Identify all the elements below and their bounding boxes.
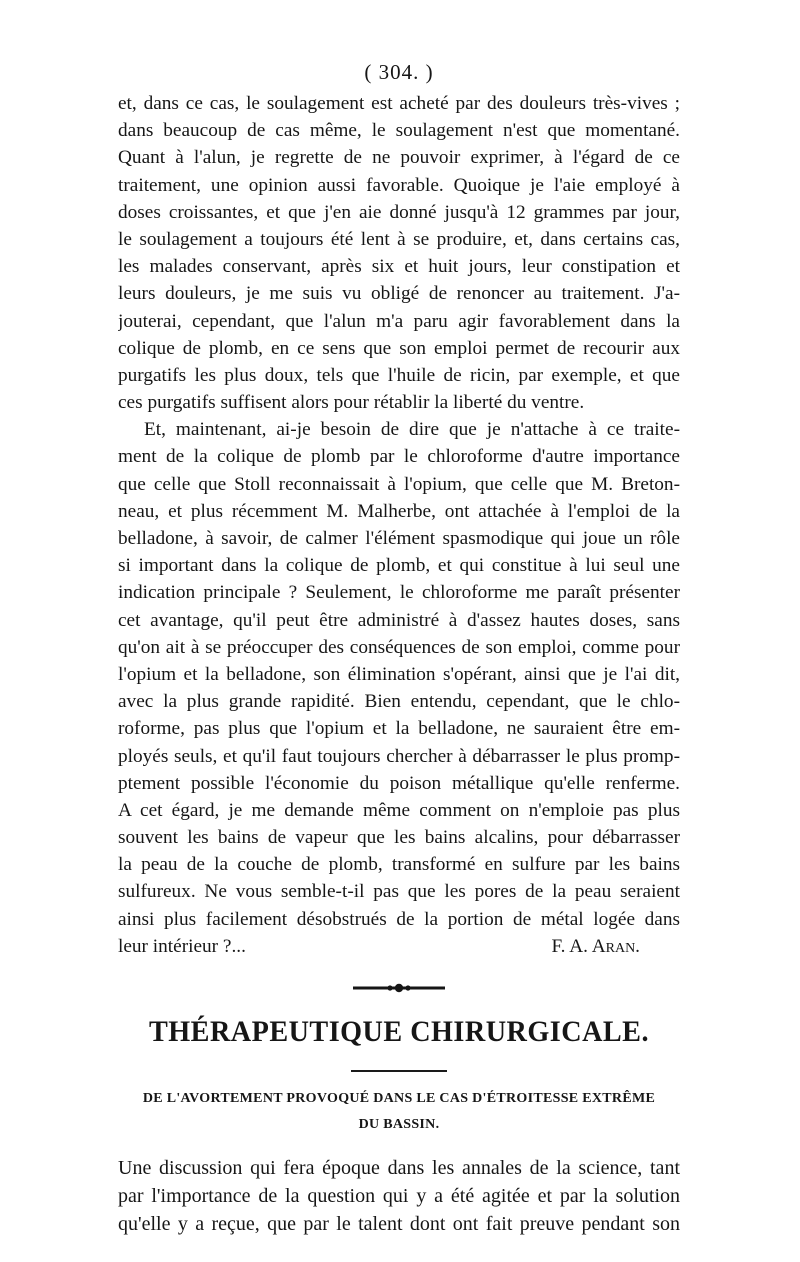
title-divider — [351, 1070, 447, 1072]
page-number: ( 304. ) — [364, 60, 434, 84]
text-line: purgatifs les plus doux, tels que l'huile de ricin, par exemple, et que — [118, 364, 680, 386]
text-line: neau, et plus récemment M. Malherbe, ont attachée à l'emploi de la — [118, 500, 680, 522]
text-line: ptement possible l'économie du poison métallique qu'elle renferme. — [118, 772, 680, 794]
article-body — [118, 1154, 680, 1238]
text-line: la peau de la couche de plomb, transformé en sulfure par les bains — [118, 854, 680, 876]
closing-line — [118, 933, 680, 960]
paragraph-1 — [118, 90, 680, 416]
text-line: qu'elle y a reçue, que par le talent dont ont fait preuve pendant son — [118, 1213, 680, 1235]
paragraph-2 — [118, 416, 680, 960]
closing-text: leur intérieur ?... — [118, 935, 246, 957]
text-line: l'opium et la belladone, son élimination s'opérant, ainsi que je l'ai dit, — [118, 663, 680, 685]
text-line: si important dans la colique de plomb, et qui constitue à lui seul une — [118, 555, 680, 577]
text-line: ployés seuls, et qu'il faut toujours chercher à débarrasser le plus promp- — [118, 745, 680, 767]
article-title-line: DE L'AVORTEMENT PROVOQUÉ DANS LE CAS D'ÉTROITESSE EXTRÊME — [142, 1091, 656, 1106]
text-line: jouterai, cependant, que l'alun m'a paru agir favorablement dans la — [118, 310, 680, 332]
text-line: qu'on ait à se préoccuper des conséquences de son emploi, comme pour — [118, 636, 680, 658]
text-line: traitement, une opinion aussi favorable. Quoique je l'aie employé à — [118, 174, 680, 196]
article-title-line: DU BASSIN. — [358, 1117, 440, 1132]
text-line: doses croissantes, et que j'en aie donné jusqu'à 12 grammes par jour, — [118, 201, 680, 223]
text-line: indication principale ? Seulement, le chloroforme me paraît présenter — [118, 582, 680, 604]
section-title: THÉRAPEUTIQUE CHIRURGICALE. — [148, 1015, 649, 1048]
text-line: A cet égard, je me demande même comment on n'emploie pas plus — [118, 799, 680, 821]
text-line: belladone, à savoir, de calmer l'élément spasmodique qui joue un rôle — [118, 528, 680, 549]
text-line: le soulagement a toujours été lent à se produire, et, dans certains cas, — [118, 228, 680, 250]
text-line: avec la plus grande rapidité. Bien entendu, cependant, que le chlo- — [118, 691, 680, 713]
text-line: et, dans ce cas, le soulagement est acheté par des douleurs très-vives ; — [118, 93, 680, 114]
text-line: roforme, pas plus que l'opium et la belladone, ne sauraient être em- — [118, 718, 680, 740]
text-line: leurs douleurs, je me suis vu obligé de renoncer au traitement. J'a- — [118, 283, 680, 305]
ornamental-rule-icon — [118, 970, 680, 1006]
text-line: souvent les bains de vapeur que les bains alcalins, pour débarrasser — [118, 827, 680, 849]
author-signature: F. A. Aran. — [551, 935, 640, 957]
text-line: que celle que Stoll reconnaissait à l'opium, que celle que M. Breton- — [118, 473, 680, 495]
text-line: dans beaucoup de cas même, le soulagement n'est que momentané. — [118, 120, 680, 142]
text-line: les malades conservant, après six et huit jours, leur constipation et — [118, 256, 680, 278]
text-line: Et, maintenant, ai-je besoin de dire que je n'attache à ce traite- — [144, 419, 680, 441]
text-line: Une discussion qui fera époque dans les annales de la science, tant — [118, 1157, 680, 1179]
text-line: sulfureux. Ne vous semble-t-il pas que les pores de la peau seraient — [118, 881, 680, 903]
text-line: cet avantage, qu'il peut être administré à d'assez hautes doses, sans — [118, 609, 680, 631]
text-line: Quant à l'alun, je regrette de ne pouvoir exprimer, à l'égard de ce — [118, 147, 680, 169]
text-line: ainsi plus facilement désobstrués de la portion de métal logée dans — [118, 908, 680, 930]
article-title — [118, 1086, 680, 1138]
text-line: ces purgatifs suffisent alors pour rétablir la liberté du ventre. — [118, 392, 585, 414]
document-page — [118, 58, 680, 1238]
text-line: colique de plomb, en ce sens que son emploi permet de recourir aux — [118, 337, 680, 359]
text-line: ment de la colique de plomb par le chloroforme d'autre importance — [118, 446, 680, 468]
text-line: par l'importance de la question qui y a été agitée et par la solution — [118, 1185, 680, 1207]
